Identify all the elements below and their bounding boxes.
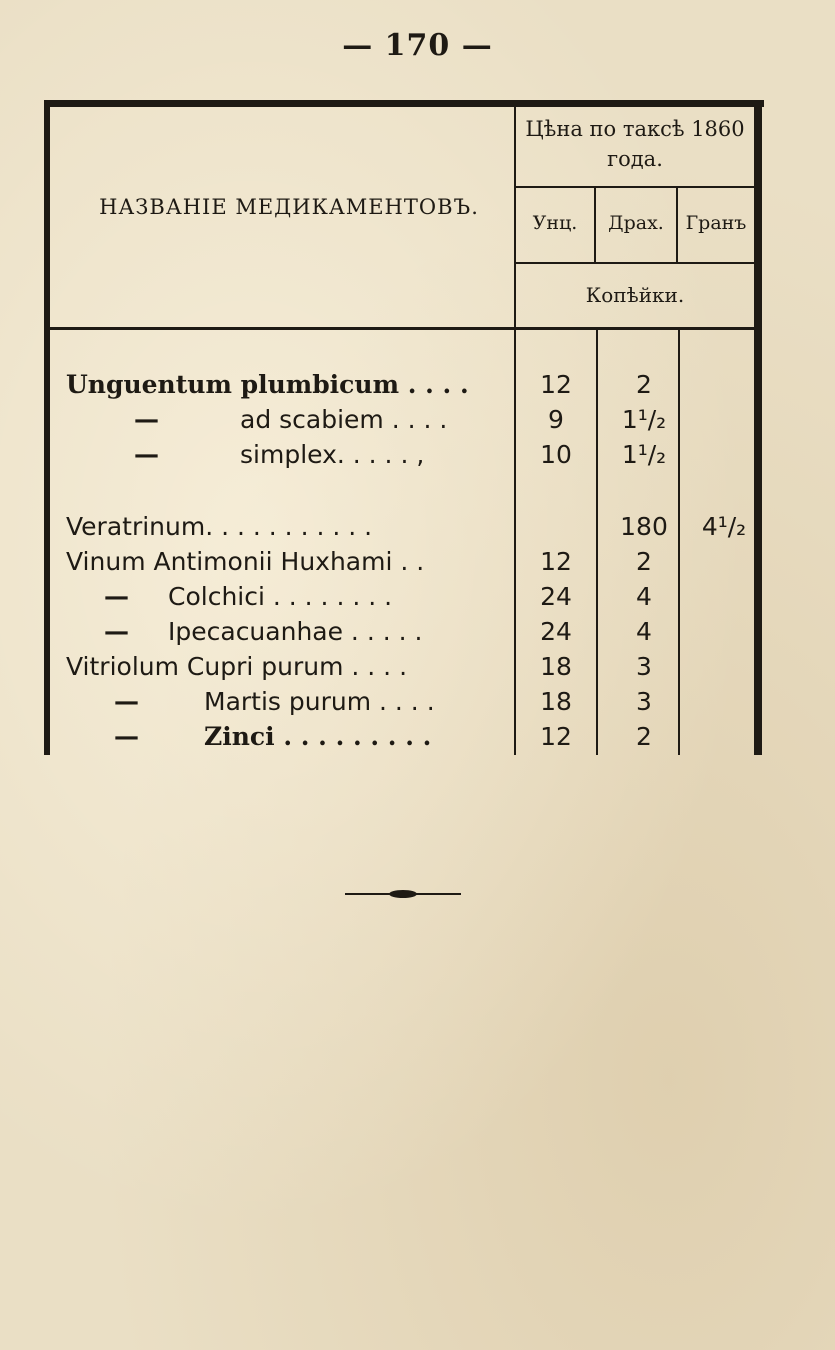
header-name-column: НАЗВАНІЕ МЕДИКАМЕНТОВЪ. <box>99 195 479 219</box>
table-top-border <box>44 100 764 107</box>
medicine-name: Vitriolum Cupri purum . . . . <box>66 652 408 681</box>
page-number: — 170 — <box>342 28 493 63</box>
medicine-name: Veratrinum. . . . . . . . . . . <box>66 512 373 541</box>
header-unit-unc: Унц. <box>532 212 578 234</box>
price-drach: 1¹/₂ <box>621 405 667 434</box>
price-drach: 3 <box>636 652 652 681</box>
table-row <box>44 580 764 614</box>
price-table <box>44 100 764 755</box>
ditto-dash: — <box>114 722 139 751</box>
medicine-name: Unguentum plumbicum . . . . <box>66 370 469 399</box>
table-row <box>44 720 764 754</box>
table-row <box>44 685 764 719</box>
medicine-name: simplex. . . . . , <box>240 440 425 469</box>
price-unc: 24 <box>540 582 572 611</box>
header-unit-gran: Гранъ <box>685 212 747 234</box>
price-unc: 24 <box>540 617 572 646</box>
header-unit-drach: Драх. <box>608 212 664 234</box>
table-row <box>44 615 764 649</box>
price-unc: 12 <box>540 547 572 576</box>
price-unc: 18 <box>540 652 572 681</box>
price-unc: 9 <box>548 405 564 434</box>
table-row <box>44 403 764 437</box>
medicine-name: ad scabiem . . . . <box>240 405 448 434</box>
ditto-dash: — <box>134 405 159 434</box>
ditto-dash: — <box>104 617 129 646</box>
medicine-name: Ipecacuanhae . . . . . <box>168 617 423 646</box>
price-unc: 10 <box>540 440 572 469</box>
price-drach: 2 <box>636 547 652 576</box>
medicine-name: Martis purum . . . . <box>204 687 435 716</box>
price-drach: 4 <box>636 617 652 646</box>
price-unc: 12 <box>540 722 572 751</box>
ornament-divider-icon <box>343 884 463 904</box>
price-drach: 1¹/₂ <box>621 440 667 469</box>
header-price-divider <box>516 186 754 188</box>
table-row <box>44 510 764 544</box>
ditto-dash: — <box>134 440 159 469</box>
table-row <box>44 438 764 472</box>
price-unc: 18 <box>540 687 572 716</box>
table-row <box>44 545 764 579</box>
medicine-name: Vinum Antimonii Huxhami . . <box>66 547 425 576</box>
price-drach: 180 <box>620 512 668 541</box>
ditto-dash: — <box>104 582 129 611</box>
price-drach: 2 <box>636 370 652 399</box>
medicine-name: Zinci . . . . . . . . . <box>204 722 432 751</box>
price-unc: 12 <box>540 370 572 399</box>
price-drach: 3 <box>636 687 652 716</box>
header-bottom-divider <box>50 327 754 330</box>
price-drach: 4 <box>636 582 652 611</box>
price-gran: 4¹/₂ <box>701 512 747 541</box>
header-units-divider <box>516 262 754 264</box>
table-row <box>44 650 764 684</box>
price-drach: 2 <box>636 722 652 751</box>
header-currency: Копѣйки. <box>585 283 685 307</box>
table-row <box>44 368 764 402</box>
header-price-title: Цѣна по таксѣ 1860 года. <box>525 117 745 171</box>
medicine-name: Colchici . . . . . . . . <box>168 582 393 611</box>
ditto-dash: — <box>114 687 139 716</box>
